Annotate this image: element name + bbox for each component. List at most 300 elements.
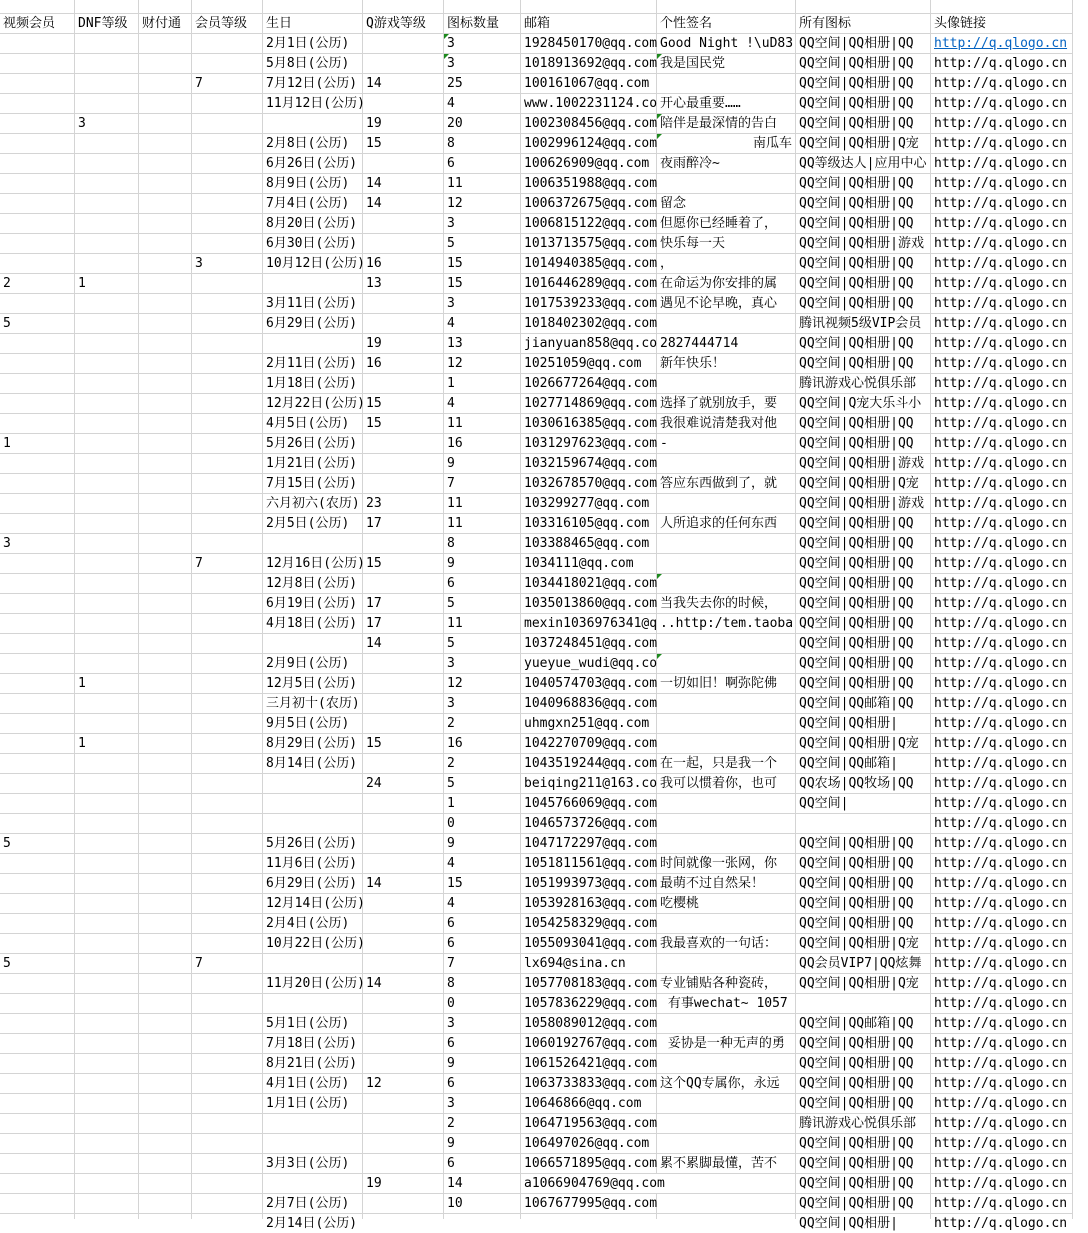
cell-dnf-level[interactable] bbox=[75, 1154, 139, 1174]
cell-email[interactable]: 1047172297@qq.com bbox=[521, 834, 657, 854]
cell-signature[interactable]: 一切如旧！啊弥陀佛 bbox=[657, 674, 796, 694]
cell-birthday[interactable]: 三月初十(农历) bbox=[263, 694, 363, 714]
cell-video-member[interactable] bbox=[0, 1014, 75, 1034]
cell-qgame-level[interactable] bbox=[363, 954, 444, 974]
cell-video-member[interactable] bbox=[0, 694, 75, 714]
cell-all-icons[interactable]: QQ空间| bbox=[796, 794, 931, 814]
cell-avatar-link[interactable]: http://q.qlogo.cn bbox=[931, 674, 1073, 694]
cell-avatar-link[interactable]: http://q.qlogo.cn bbox=[931, 1114, 1073, 1134]
cell-email[interactable]: 1032678570@qq.com bbox=[521, 474, 657, 494]
cell-video-member[interactable] bbox=[0, 394, 75, 414]
cell-signature[interactable]: 开心最重要…… bbox=[657, 94, 796, 114]
cell-birthday[interactable] bbox=[263, 994, 363, 1014]
partial-cell-all-icons[interactable] bbox=[796, 0, 931, 14]
cell-icon-count[interactable]: 6 bbox=[444, 1074, 521, 1094]
cell-qgame-level[interactable]: 16 bbox=[363, 254, 444, 274]
cell-qgame-level[interactable] bbox=[363, 714, 444, 734]
cell-qgame-level[interactable] bbox=[363, 314, 444, 334]
cell-icon-count[interactable]: 5 bbox=[444, 774, 521, 794]
cell-icon-count[interactable]: 11 bbox=[444, 514, 521, 534]
cell-email[interactable]: uhmgxn251@qq.com bbox=[521, 714, 657, 734]
cell-icon-count[interactable]: 16 bbox=[444, 434, 521, 454]
cell-avatar-link[interactable]: http://q.qlogo.cn bbox=[931, 254, 1073, 274]
cell-avatar-link[interactable]: http://q.qlogo.cn bbox=[931, 1154, 1073, 1174]
cell-qgame-level[interactable] bbox=[363, 474, 444, 494]
cell-birthday[interactable] bbox=[263, 1114, 363, 1134]
cell-avatar-link[interactable]: http://q.qlogo.cn bbox=[931, 1014, 1073, 1034]
cell-signature[interactable]: 有事wechat~ 1057 bbox=[657, 994, 796, 1014]
cell-video-member[interactable] bbox=[0, 454, 75, 474]
cell-birthday[interactable]: 7月18日(公历) bbox=[263, 1034, 363, 1054]
cell-birthday[interactable]: 8月29日(公历) bbox=[263, 734, 363, 754]
cell-qgame-level[interactable] bbox=[363, 694, 444, 714]
header-all-icons[interactable]: 所有图标 bbox=[796, 14, 931, 34]
cell-dnf-level[interactable] bbox=[75, 294, 139, 314]
header-icon-count[interactable]: 图标数量 bbox=[444, 14, 521, 34]
cell-video-member[interactable] bbox=[0, 294, 75, 314]
cell-birthday[interactable]: 6月30日(公历) bbox=[263, 234, 363, 254]
cell-all-icons[interactable]: QQ空间|QQ相册|QQ bbox=[796, 594, 931, 614]
cell-qgame-level[interactable]: 15 bbox=[363, 134, 444, 154]
cell-avatar-link[interactable]: http://q.qlogo.cn bbox=[931, 554, 1073, 574]
cell-video-member[interactable] bbox=[0, 674, 75, 694]
cell-signature[interactable] bbox=[657, 1054, 796, 1074]
cell-member-level[interactable] bbox=[192, 454, 263, 474]
cell-video-member[interactable] bbox=[0, 1114, 75, 1134]
cell-all-icons[interactable]: QQ空间|QQ相册|QQ bbox=[796, 94, 931, 114]
cell-birthday[interactable]: 10月22日(公历) bbox=[263, 934, 363, 954]
cell-dnf-level[interactable] bbox=[75, 1034, 139, 1054]
cell-member-level[interactable] bbox=[192, 854, 263, 874]
cell-email[interactable]: 1006351988@qq.com bbox=[521, 174, 657, 194]
cell-birthday[interactable]: 3月3日(公历) bbox=[263, 1154, 363, 1174]
cell-qgame-level[interactable] bbox=[363, 654, 444, 674]
cell-avatar-link[interactable]: http://q.qlogo.cn bbox=[931, 1074, 1073, 1094]
cell-video-member[interactable] bbox=[0, 734, 75, 754]
cell-video-member[interactable] bbox=[0, 874, 75, 894]
cell-tenpay[interactable] bbox=[139, 534, 192, 554]
cell-avatar-link[interactable]: http://q.qlogo.cn bbox=[931, 474, 1073, 494]
cell-video-member[interactable] bbox=[0, 654, 75, 674]
cell-birthday[interactable]: 2月14日(公历) bbox=[263, 1214, 363, 1219]
cell-icon-count[interactable]: 3 bbox=[444, 54, 521, 74]
cell-signature[interactable]: 新年快乐！ bbox=[657, 354, 796, 374]
cell-qgame-level[interactable] bbox=[363, 234, 444, 254]
cell-avatar-link[interactable]: http://q.qlogo.cn bbox=[931, 694, 1073, 714]
cell-email[interactable]: 1043519244@qq.com bbox=[521, 754, 657, 774]
cell-dnf-level[interactable] bbox=[75, 1054, 139, 1074]
cell-video-member[interactable] bbox=[0, 194, 75, 214]
cell-email[interactable]: 1016446289@qq.com bbox=[521, 274, 657, 294]
cell-member-level[interactable] bbox=[192, 134, 263, 154]
cell-avatar-link[interactable]: http://q.qlogo.cn bbox=[931, 514, 1073, 534]
cell-birthday[interactable]: 7月15日(公历) bbox=[263, 474, 363, 494]
cell-tenpay[interactable] bbox=[139, 214, 192, 234]
cell-video-member[interactable] bbox=[0, 554, 75, 574]
cell-qgame-level[interactable] bbox=[363, 154, 444, 174]
cell-all-icons[interactable]: QQ空间|QQ相册|QQ bbox=[796, 834, 931, 854]
cell-tenpay[interactable] bbox=[139, 874, 192, 894]
cell-member-level[interactable] bbox=[192, 534, 263, 554]
cell-icon-count[interactable]: 11 bbox=[444, 174, 521, 194]
cell-email[interactable]: mexin1036976341@q bbox=[521, 614, 657, 634]
cell-email[interactable]: 1031297623@qq.com bbox=[521, 434, 657, 454]
cell-video-member[interactable] bbox=[0, 234, 75, 254]
cell-icon-count[interactable]: 6 bbox=[444, 1154, 521, 1174]
cell-tenpay[interactable] bbox=[139, 414, 192, 434]
cell-qgame-level[interactable] bbox=[363, 1094, 444, 1114]
cell-dnf-level[interactable] bbox=[75, 814, 139, 834]
cell-signature[interactable] bbox=[657, 1174, 796, 1194]
cell-dnf-level[interactable] bbox=[75, 874, 139, 894]
cell-signature[interactable]: 在一起，只是我一个 bbox=[657, 754, 796, 774]
cell-avatar-link[interactable]: http://q.qlogo.cn bbox=[931, 114, 1073, 134]
cell-member-level[interactable] bbox=[192, 1174, 263, 1194]
cell-tenpay[interactable] bbox=[139, 374, 192, 394]
cell-all-icons[interactable]: QQ空间|QQ相册|QQ bbox=[796, 74, 931, 94]
cell-tenpay[interactable] bbox=[139, 734, 192, 754]
cell-avatar-link[interactable]: http://q.qlogo.cn bbox=[931, 914, 1073, 934]
cell-tenpay[interactable] bbox=[139, 1094, 192, 1114]
cell-member-level[interactable] bbox=[192, 374, 263, 394]
cell-member-level[interactable]: 7 bbox=[192, 954, 263, 974]
cell-dnf-level[interactable] bbox=[75, 1174, 139, 1194]
cell-email[interactable]: 1046573726@qq.com bbox=[521, 814, 657, 834]
cell-email[interactable]: 1051993973@qq.com bbox=[521, 874, 657, 894]
cell-tenpay[interactable] bbox=[139, 334, 192, 354]
cell-birthday[interactable]: 11月6日(公历) bbox=[263, 854, 363, 874]
cell-all-icons[interactable]: QQ空间|QQ相册|QQ bbox=[796, 854, 931, 874]
cell-member-level[interactable]: 7 bbox=[192, 74, 263, 94]
cell-qgame-level[interactable]: 19 bbox=[363, 334, 444, 354]
cell-email[interactable]: 1006815122@qq.com bbox=[521, 214, 657, 234]
cell-signature[interactable]: 在命运为你安排的属 bbox=[657, 274, 796, 294]
cell-all-icons[interactable]: QQ空间|QQ相册|QQ bbox=[796, 54, 931, 74]
cell-avatar-link[interactable]: http://q.qlogo.cn bbox=[931, 534, 1073, 554]
cell-all-icons[interactable]: QQ空间|QQ相册|游戏 bbox=[796, 454, 931, 474]
cell-icon-count[interactable]: 8 bbox=[444, 534, 521, 554]
cell-email[interactable]: 1018913692@qq.com bbox=[521, 54, 657, 74]
cell-all-icons[interactable]: QQ空间|QQ相册|QQ bbox=[796, 1194, 931, 1214]
cell-video-member[interactable] bbox=[0, 574, 75, 594]
cell-member-level[interactable] bbox=[192, 54, 263, 74]
cell-tenpay[interactable] bbox=[139, 834, 192, 854]
cell-email[interactable]: 1058089012@qq.com bbox=[521, 1014, 657, 1034]
partial-cell-tenpay[interactable] bbox=[139, 0, 192, 14]
cell-dnf-level[interactable] bbox=[75, 314, 139, 334]
cell-icon-count[interactable]: 6 bbox=[444, 914, 521, 934]
cell-video-member[interactable] bbox=[0, 174, 75, 194]
cell-qgame-level[interactable] bbox=[363, 214, 444, 234]
cell-qgame-level[interactable]: 23 bbox=[363, 494, 444, 514]
cell-avatar-link[interactable]: http://q.qlogo.cn bbox=[931, 454, 1073, 474]
cell-tenpay[interactable] bbox=[139, 1214, 192, 1219]
cell-qgame-level[interactable] bbox=[363, 434, 444, 454]
cell-icon-count[interactable]: 7 bbox=[444, 474, 521, 494]
cell-qgame-level[interactable]: 24 bbox=[363, 774, 444, 794]
cell-tenpay[interactable] bbox=[139, 854, 192, 874]
cell-qgame-level[interactable]: 15 bbox=[363, 414, 444, 434]
cell-signature[interactable]: 2827444714 bbox=[657, 334, 796, 354]
header-tenpay[interactable]: 财付通 bbox=[139, 14, 192, 34]
cell-dnf-level[interactable] bbox=[75, 94, 139, 114]
cell-email[interactable]: 1026677264@qq.com bbox=[521, 374, 657, 394]
cell-tenpay[interactable] bbox=[139, 714, 192, 734]
cell-birthday[interactable]: 4月1日(公历) bbox=[263, 1074, 363, 1094]
cell-icon-count[interactable]: 13 bbox=[444, 334, 521, 354]
cell-signature[interactable] bbox=[657, 1194, 796, 1214]
cell-signature[interactable] bbox=[657, 714, 796, 734]
cell-member-level[interactable] bbox=[192, 1114, 263, 1134]
cell-all-icons[interactable]: QQ空间|QQ相册|QQ bbox=[796, 674, 931, 694]
cell-dnf-level[interactable] bbox=[75, 1214, 139, 1219]
cell-all-icons[interactable]: QQ空间|QQ相册|QQ bbox=[796, 254, 931, 274]
cell-all-icons[interactable]: QQ空间|QQ相册|QQ bbox=[796, 894, 931, 914]
cell-birthday[interactable]: 7月12日(公历) bbox=[263, 74, 363, 94]
header-qgame-level[interactable]: Q游戏等级 bbox=[363, 14, 444, 34]
partial-cell-icon-count[interactable] bbox=[444, 0, 521, 14]
cell-icon-count[interactable]: 16 bbox=[444, 734, 521, 754]
cell-member-level[interactable] bbox=[192, 1054, 263, 1074]
header-signature[interactable]: 个性签名 bbox=[657, 14, 796, 34]
cell-tenpay[interactable] bbox=[139, 174, 192, 194]
cell-dnf-level[interactable] bbox=[75, 214, 139, 234]
cell-avatar-link[interactable]: http://q.qlogo.cn bbox=[931, 434, 1073, 454]
cell-signature[interactable]: 遇见不论早晚，真心 bbox=[657, 294, 796, 314]
cell-tenpay[interactable] bbox=[139, 934, 192, 954]
cell-icon-count[interactable]: 4 bbox=[444, 894, 521, 914]
cell-dnf-level[interactable] bbox=[75, 594, 139, 614]
cell-video-member[interactable]: 1 bbox=[0, 434, 75, 454]
cell-member-level[interactable] bbox=[192, 754, 263, 774]
cell-tenpay[interactable] bbox=[139, 634, 192, 654]
cell-avatar-link[interactable]: http://q.qlogo.cn bbox=[931, 394, 1073, 414]
cell-qgame-level[interactable] bbox=[363, 94, 444, 114]
cell-dnf-level[interactable] bbox=[75, 534, 139, 554]
cell-dnf-level[interactable] bbox=[75, 694, 139, 714]
cell-dnf-level[interactable] bbox=[75, 894, 139, 914]
cell-video-member[interactable] bbox=[0, 354, 75, 374]
cell-signature[interactable] bbox=[657, 574, 796, 594]
cell-dnf-level[interactable] bbox=[75, 434, 139, 454]
cell-icon-count[interactable]: 8 bbox=[444, 134, 521, 154]
cell-email[interactable]: 1006372675@qq.com bbox=[521, 194, 657, 214]
cell-birthday[interactable]: 2月8日(公历) bbox=[263, 134, 363, 154]
cell-avatar-link[interactable]: http://q.qlogo.cn bbox=[931, 594, 1073, 614]
cell-video-member[interactable] bbox=[0, 374, 75, 394]
cell-signature[interactable]: 我最喜欢的一句话： bbox=[657, 934, 796, 954]
cell-email[interactable]: 1002996124@qq.com bbox=[521, 134, 657, 154]
cell-email[interactable]: 1013713575@qq.com bbox=[521, 234, 657, 254]
cell-tenpay[interactable] bbox=[139, 1114, 192, 1134]
cell-video-member[interactable] bbox=[0, 634, 75, 654]
cell-all-icons[interactable]: QQ空间|QQ相册|QQ bbox=[796, 1034, 931, 1054]
cell-all-icons[interactable]: QQ空间|QQ邮箱|QQ bbox=[796, 694, 931, 714]
cell-video-member[interactable] bbox=[0, 154, 75, 174]
cell-video-member[interactable] bbox=[0, 814, 75, 834]
cell-birthday[interactable]: 6月29日(公历) bbox=[263, 874, 363, 894]
cell-signature[interactable] bbox=[657, 694, 796, 714]
cell-all-icons[interactable]: QQ空间|QQ相册|QQ bbox=[796, 34, 931, 54]
cell-dnf-level[interactable]: 1 bbox=[75, 674, 139, 694]
cell-email[interactable]: 1057836229@qq.com bbox=[521, 994, 657, 1014]
cell-signature[interactable]: 人所追求的任何东西 bbox=[657, 514, 796, 534]
cell-birthday[interactable]: 6月29日(公历) bbox=[263, 314, 363, 334]
cell-email[interactable]: 1037248451@qq.com bbox=[521, 634, 657, 654]
cell-qgame-level[interactable] bbox=[363, 534, 444, 554]
cell-video-member[interactable]: 5 bbox=[0, 834, 75, 854]
cell-avatar-link[interactable]: http://q.qlogo.cn bbox=[931, 334, 1073, 354]
cell-signature[interactable] bbox=[657, 494, 796, 514]
cell-tenpay[interactable] bbox=[139, 1154, 192, 1174]
cell-icon-count[interactable]: 5 bbox=[444, 594, 521, 614]
cell-avatar-link[interactable]: http://q.qlogo.cn bbox=[931, 874, 1073, 894]
cell-avatar-link[interactable]: http://q.qlogo.cn bbox=[931, 354, 1073, 374]
cell-birthday[interactable]: 2月5日(公历) bbox=[263, 514, 363, 534]
cell-avatar-link[interactable]: http://q.qlogo.cn bbox=[931, 294, 1073, 314]
cell-birthday[interactable]: 1月21日(公历) bbox=[263, 454, 363, 474]
cell-signature[interactable] bbox=[657, 534, 796, 554]
cell-icon-count[interactable]: 15 bbox=[444, 254, 521, 274]
cell-member-level[interactable] bbox=[192, 514, 263, 534]
cell-member-level[interactable] bbox=[192, 1134, 263, 1154]
cell-icon-count[interactable]: 0 bbox=[444, 994, 521, 1014]
cell-avatar-link[interactable]: http://q.qlogo.cn bbox=[931, 614, 1073, 634]
cell-member-level[interactable] bbox=[192, 334, 263, 354]
cell-all-icons[interactable]: QQ空间|QQ相册|Q宠 bbox=[796, 974, 931, 994]
cell-all-icons[interactable]: QQ空间|QQ邮箱|QQ bbox=[796, 1014, 931, 1034]
cell-qgame-level[interactable] bbox=[363, 1194, 444, 1214]
cell-all-icons[interactable]: QQ空间|QQ相册|Q宠 bbox=[796, 134, 931, 154]
cell-dnf-level[interactable] bbox=[75, 74, 139, 94]
cell-avatar-link[interactable]: http://q.qlogo.cn bbox=[931, 1094, 1073, 1114]
cell-signature[interactable]: 但愿你已经睡着了， bbox=[657, 214, 796, 234]
cell-qgame-level[interactable] bbox=[363, 934, 444, 954]
cell-signature[interactable] bbox=[657, 954, 796, 974]
cell-birthday[interactable]: 5月26日(公历) bbox=[263, 834, 363, 854]
cell-member-level[interactable] bbox=[192, 274, 263, 294]
cell-all-icons[interactable]: QQ空间|QQ相册|Q宠 bbox=[796, 934, 931, 954]
cell-all-icons[interactable]: QQ空间|QQ相册|QQ bbox=[796, 354, 931, 374]
cell-all-icons[interactable]: QQ空间|QQ相册|游戏 bbox=[796, 234, 931, 254]
cell-birthday[interactable]: 2月4日(公历) bbox=[263, 914, 363, 934]
cell-qgame-level[interactable]: 13 bbox=[363, 274, 444, 294]
cell-tenpay[interactable] bbox=[139, 554, 192, 574]
cell-signature[interactable] bbox=[657, 1214, 796, 1219]
cell-icon-count[interactable]: 11 bbox=[444, 414, 521, 434]
cell-member-level[interactable] bbox=[192, 94, 263, 114]
cell-signature[interactable]: 时间就像一张网，你 bbox=[657, 854, 796, 874]
cell-birthday[interactable]: 5月1日(公历) bbox=[263, 1014, 363, 1034]
cell-member-level[interactable] bbox=[192, 634, 263, 654]
cell-video-member[interactable]: 2 bbox=[0, 274, 75, 294]
cell-all-icons[interactable]: QQ空间|QQ相册|QQ bbox=[796, 614, 931, 634]
cell-tenpay[interactable] bbox=[139, 494, 192, 514]
cell-avatar-link[interactable]: http://q.qlogo.cn bbox=[931, 734, 1073, 754]
cell-avatar-link[interactable]: http://q.qlogo.cn bbox=[931, 194, 1073, 214]
cell-dnf-level[interactable] bbox=[75, 1134, 139, 1154]
cell-video-member[interactable] bbox=[0, 994, 75, 1014]
cell-avatar-link[interactable]: http://q.qlogo.cn bbox=[931, 74, 1073, 94]
cell-member-level[interactable] bbox=[192, 894, 263, 914]
cell-email[interactable]: 1030616385@qq.com bbox=[521, 414, 657, 434]
cell-email[interactable]: 1032159674@qq.com bbox=[521, 454, 657, 474]
cell-avatar-link[interactable]: http://q.qlogo.cn bbox=[931, 174, 1073, 194]
cell-all-icons[interactable]: QQ空间|QQ相册|游戏 bbox=[796, 494, 931, 514]
cell-dnf-level[interactable] bbox=[75, 134, 139, 154]
cell-icon-count[interactable]: 3 bbox=[444, 294, 521, 314]
cell-birthday[interactable] bbox=[263, 634, 363, 654]
cell-qgame-level[interactable]: 14 bbox=[363, 974, 444, 994]
cell-member-level[interactable] bbox=[192, 814, 263, 834]
cell-signature[interactable]: 南瓜车 bbox=[657, 134, 796, 154]
cell-icon-count[interactable]: 15 bbox=[444, 874, 521, 894]
cell-signature[interactable]: 我很难说清楚我对他 bbox=[657, 414, 796, 434]
cell-email[interactable]: 1061526421@qq.com bbox=[521, 1054, 657, 1074]
cell-dnf-level[interactable] bbox=[75, 174, 139, 194]
cell-member-level[interactable] bbox=[192, 774, 263, 794]
cell-tenpay[interactable] bbox=[139, 74, 192, 94]
cell-qgame-level[interactable] bbox=[363, 914, 444, 934]
cell-dnf-level[interactable] bbox=[75, 154, 139, 174]
cell-qgame-level[interactable]: 17 bbox=[363, 514, 444, 534]
cell-member-level[interactable] bbox=[192, 1214, 263, 1219]
partial-cell-dnf-level[interactable] bbox=[75, 0, 139, 14]
cell-dnf-level[interactable] bbox=[75, 574, 139, 594]
cell-email[interactable]: 1064719563@qq.com bbox=[521, 1114, 657, 1134]
cell-tenpay[interactable] bbox=[139, 614, 192, 634]
cell-signature[interactable] bbox=[657, 794, 796, 814]
cell-avatar-link[interactable]: http://q.qlogo.cn bbox=[931, 894, 1073, 914]
cell-video-member[interactable] bbox=[0, 54, 75, 74]
partial-cell-email[interactable] bbox=[521, 0, 657, 14]
cell-signature[interactable]: ..http:/tem.taoba bbox=[657, 614, 796, 634]
cell-member-level[interactable]: 3 bbox=[192, 254, 263, 274]
header-avatar-link[interactable]: 头像链接 bbox=[931, 14, 1073, 34]
cell-birthday[interactable]: 7月4日(公历) bbox=[263, 194, 363, 214]
cell-video-member[interactable] bbox=[0, 494, 75, 514]
cell-all-icons[interactable]: QQ空间|QQ相册|QQ bbox=[796, 534, 931, 554]
cell-email[interactable]: 1051811561@qq.com bbox=[521, 854, 657, 874]
cell-tenpay[interactable] bbox=[139, 594, 192, 614]
cell-signature[interactable]: 当我失去你的时候， bbox=[657, 594, 796, 614]
cell-birthday[interactable]: 8月20日(公历) bbox=[263, 214, 363, 234]
cell-dnf-level[interactable] bbox=[75, 994, 139, 1014]
cell-video-member[interactable]: 5 bbox=[0, 314, 75, 334]
cell-tenpay[interactable] bbox=[139, 1134, 192, 1154]
cell-member-level[interactable] bbox=[192, 674, 263, 694]
cell-dnf-level[interactable] bbox=[75, 714, 139, 734]
cell-tenpay[interactable] bbox=[139, 814, 192, 834]
cell-signature[interactable]: 夜雨醉冷~ bbox=[657, 154, 796, 174]
cell-member-level[interactable] bbox=[192, 1014, 263, 1034]
cell-qgame-level[interactable] bbox=[363, 834, 444, 854]
cell-icon-count[interactable]: 2 bbox=[444, 754, 521, 774]
cell-signature[interactable] bbox=[657, 454, 796, 474]
cell-tenpay[interactable] bbox=[139, 394, 192, 414]
cell-member-level[interactable] bbox=[192, 354, 263, 374]
cell-avatar-link[interactable]: http://q.qlogo.cn bbox=[931, 414, 1073, 434]
cell-video-member[interactable] bbox=[0, 714, 75, 734]
cell-birthday[interactable]: 10月12日(公历) bbox=[263, 254, 363, 274]
cell-avatar-link[interactable]: http://q.qlogo.cn bbox=[931, 1054, 1073, 1074]
cell-icon-count[interactable]: 11 bbox=[444, 494, 521, 514]
cell-icon-count[interactable]: 6 bbox=[444, 934, 521, 954]
cell-video-member[interactable] bbox=[0, 1194, 75, 1214]
cell-all-icons[interactable]: QQ空间|QQ相册|QQ bbox=[796, 414, 931, 434]
cell-birthday[interactable]: 12月8日(公历) bbox=[263, 574, 363, 594]
cell-member-level[interactable] bbox=[192, 594, 263, 614]
